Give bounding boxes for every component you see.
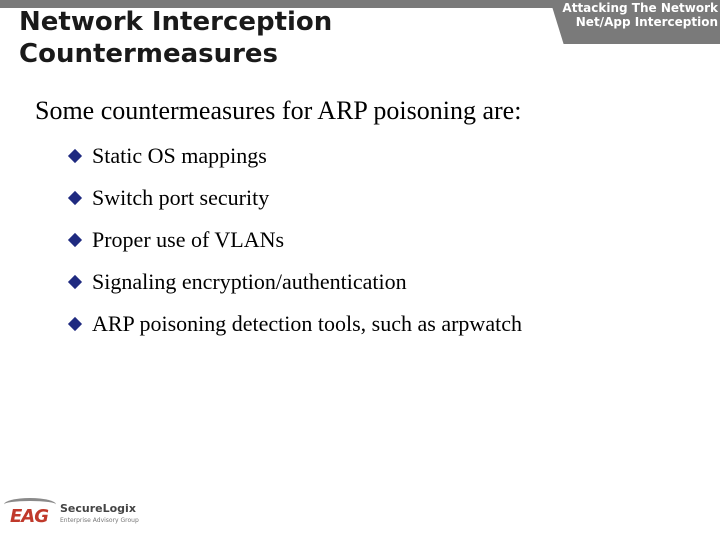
diamond-bullet-icon bbox=[68, 233, 82, 247]
company-logo bbox=[4, 494, 139, 532]
diamond-bullet-icon bbox=[68, 191, 82, 205]
diamond-bullet-icon bbox=[68, 275, 82, 289]
diamond-bullet-icon bbox=[68, 149, 82, 163]
list-item-text: Static OS mappings bbox=[92, 143, 267, 168]
logo-eag-text: EAG bbox=[10, 506, 49, 527]
slide-title-line-2: Countermeasures bbox=[19, 39, 279, 69]
list-item bbox=[68, 266, 522, 308]
intro-text: Some countermeasures for ARP poisoning are: bbox=[35, 96, 522, 125]
slide-title bbox=[19, 6, 332, 70]
list-item-text: Signaling encryption/authentication bbox=[92, 269, 407, 294]
logo-tagline-text: Enterprise Advisory Group bbox=[60, 517, 139, 524]
list-item bbox=[68, 224, 522, 266]
slide-title-line-1: Network Interception bbox=[19, 7, 333, 37]
list-item-text: Proper use of VLANs bbox=[92, 227, 285, 252]
list-item-text: ARP poisoning detection tools, such as arpwatch bbox=[92, 311, 522, 336]
section-label-line-2: Net/App Interception bbox=[575, 15, 718, 29]
diamond-bullet-icon bbox=[68, 317, 82, 331]
bullet-list bbox=[68, 140, 522, 350]
list-item bbox=[68, 308, 522, 350]
list-item bbox=[68, 140, 522, 182]
section-label-line-1: Attacking The Network bbox=[562, 1, 718, 15]
logo-name-text: SecureLogix bbox=[60, 502, 136, 515]
list-item-text: Switch port security bbox=[92, 185, 270, 210]
list-item bbox=[68, 182, 522, 224]
section-label bbox=[558, 1, 718, 29]
